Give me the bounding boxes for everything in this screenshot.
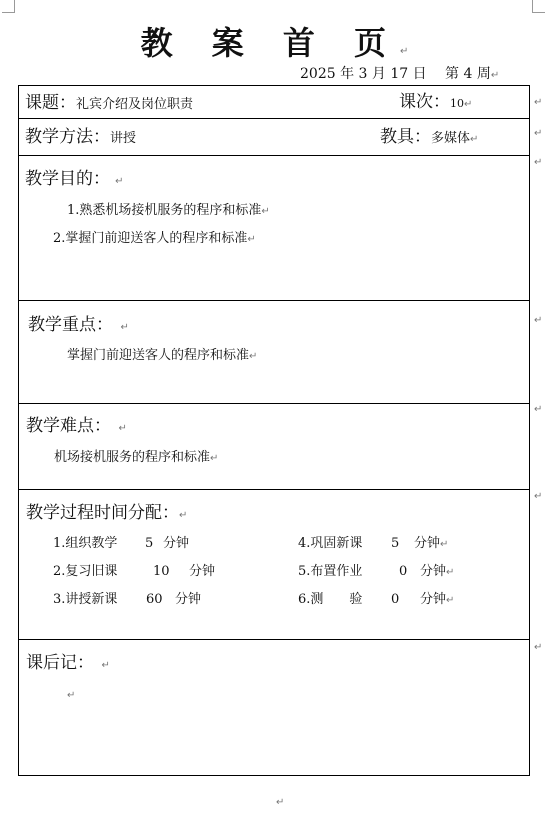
time-row: 2.复习旧课 10 分钟 [53,564,216,579]
difficulties-label: 教学难点： [26,416,103,436]
objectives-heading [25,164,123,189]
paragraph-mark: ↵ [247,234,256,245]
time-allocation-label: 教学过程时间分配： [26,503,179,523]
page-corner-mark-right [532,0,545,13]
row-end-mark: ↵ [534,97,543,108]
row-divider [19,639,529,640]
row-divider [19,300,529,301]
objective-item: 2.掌握门前迎送客人的程序和标准↵ [53,231,256,246]
paragraph-mark: ↵ [179,510,188,521]
row-end-mark: ↵ [534,491,543,502]
tools-value: 多媒体 [431,131,471,146]
difficulties-heading [26,411,127,436]
afterword-label: 课后记： [26,653,86,673]
method-cell [25,122,136,147]
paragraph-mark: ↵ [276,797,285,808]
row-divider [19,403,529,404]
method-value: 讲授 [110,131,137,146]
time-allocation-heading [26,498,187,523]
paragraph-mark: ↵ [440,539,449,550]
afterword-body[interactable] [67,683,75,702]
paragraph-mark: ↵ [400,46,409,57]
paragraph-mark: ↵ [470,134,479,145]
row-divider [19,155,529,156]
paragraph-mark: ↵ [261,206,270,217]
paragraph-mark: ↵ [210,453,219,464]
session-label: 课次： [399,92,450,112]
difficulties-text: 机场接机服务的程序和标准↵ [54,450,219,465]
row-end-mark: ↵ [534,157,543,168]
row-divider [19,489,529,490]
key-points-text: 掌握门前迎送客人的程序和标准↵ [67,348,258,363]
page-title [0,18,549,64]
time-row: 6.测 验 0 分钟↵ [298,592,455,607]
tools-label: 教具： [380,127,431,147]
paragraph-mark: ↵ [101,660,110,671]
objective-item: 1.熟悉机场接机服务的程序和标准↵ [67,203,270,218]
row-end-mark: ↵ [534,404,543,415]
title-text: 教 案 首 页 [140,24,401,62]
lesson-plan-table [18,85,530,776]
paragraph-mark: ↵ [249,351,258,362]
paragraph-mark: ↵ [464,99,473,110]
topic-value: 礼宾介绍及岗位职责 [76,97,194,112]
method-label: 教学方法： [25,127,110,147]
page-corner-mark-left [2,0,15,13]
date-line [300,63,499,83]
paragraph-mark: ↵ [118,423,127,434]
paragraph-mark: ↵ [446,567,455,578]
row-end-mark: ↵ [534,642,543,653]
time-row: 4.巩固新课 5 分钟↵ [298,536,449,551]
afterword-heading [26,648,110,673]
key-points-heading [28,310,129,335]
paragraph-mark: ↵ [120,322,129,333]
row-end-mark: ↵ [534,315,543,326]
time-row: 5.布置作业 0 分钟↵ [298,564,455,579]
row-divider [19,118,529,119]
topic-cell [25,88,193,113]
paragraph-mark: ↵ [446,595,455,606]
session-cell [399,87,472,112]
session-value: 10 [450,97,464,110]
tools-cell [380,122,478,147]
objectives-label: 教学目的： [25,169,110,189]
time-row: 3.讲授新课 60 分钟 [53,592,202,607]
topic-label: 课题： [25,93,76,113]
row-end-mark: ↵ [534,128,543,139]
paragraph-mark: ↵ [115,176,124,187]
time-row: 1.组织教学 5 分钟 [53,536,190,551]
paragraph-mark: ↵ [490,70,500,81]
paragraph-mark: ↵ [67,690,76,701]
date-text: 2025 年 3 月 17 日 第 4 周 [300,66,491,82]
key-points-label: 教学重点： [28,315,105,335]
